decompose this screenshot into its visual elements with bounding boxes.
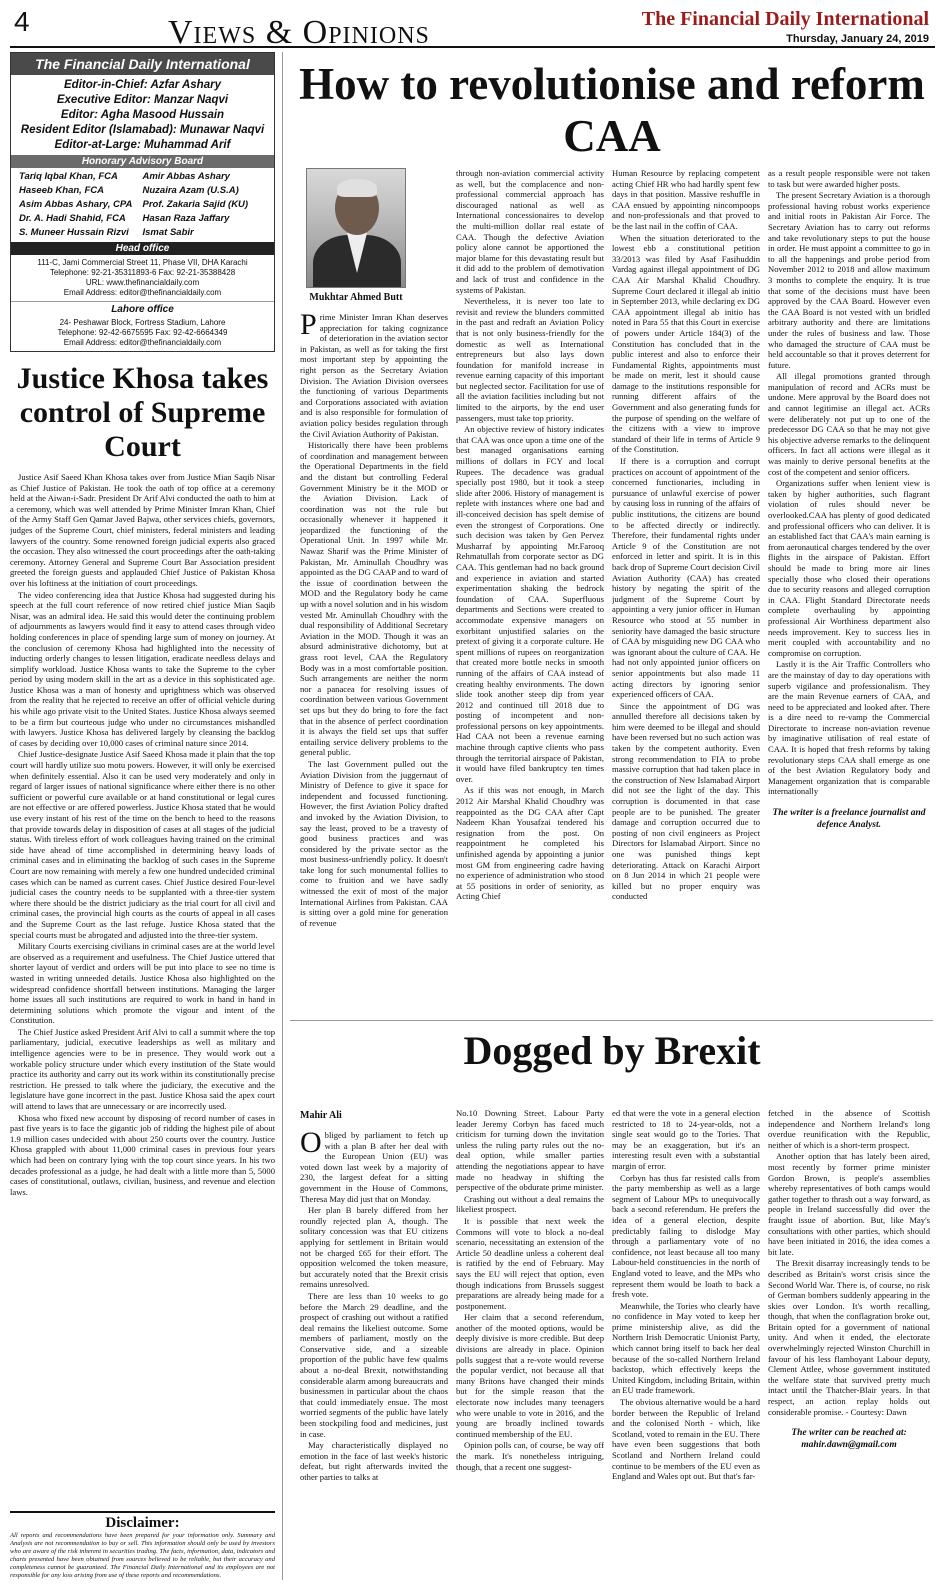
advisor-name: Dr. A. Hadi Shahid, FCA xyxy=(19,213,126,224)
article-column xyxy=(456,1108,604,1580)
article-paragraph: The Brexit disarray increasingly tends to be described as Britain's worst crisis since the Second World War. There is, of course, no risk of German bombers suddenly appearing in the skies over London. It's worth recalling, though, that when the conflagration broke out, Britain opted for a government of national unity. And when it ended, the electorate overwhelmingly rejected Winston Churchill in favour of his less flamboyant Labour deputy, Clement Attlee, whose government instituted the welfare state that survived pretty much intact until the Thatcher-Blair years. In that respect, an action replay holds out considerable promise. - Courtesy: Dawn xyxy=(768,1258,930,1417)
article-paragraph: No.10 Downing Street. Labour Party leader Jeremy Corbyn has faced much criticism for turning down the invitation unless the ruling party rules out the no-deal option, while smaller parties attending the negotiations appear to have made no headway in shifting the perspective of the obdurate prime minister. xyxy=(456,1108,604,1193)
paper-name: The Financial Daily International xyxy=(641,8,929,30)
article-divider xyxy=(290,1020,933,1021)
address-line: 24- Peshawar Block, Fortress Stadium, Lahore xyxy=(59,318,226,327)
article-paragraph: As if this was not enough, in March 2012 Air Marshal Khalid Choudhry was reappointed as the DG CAA after Capt Nadeem Khan Yousafzai tendered his resignation from the post. On reappointment he completed his unfinished agenda by appointing a junior most GM from engineering cadre having no experience of administration who stood at 55 positions in order of seniority, as Acting Chief xyxy=(456,785,604,902)
article-text: rime Minister Imran Khan deserves appreciation for taking cognizance of deterioration in the aviation sector in Pakistan, as well as for taking the first most important step by appointing the right person as the Secretary Aviation Division. The Aviation Division oversees the functioning of various Departments and Corporations associated with aviation and is also responsible for formulation of aviation policy besides regulation through the Civil Aviation Authority of Pakistan. xyxy=(300,312,448,439)
author-signoff: The writer is a freelance journalist and defence Analyst. xyxy=(772,808,926,831)
address-line: Telephone: 92-42-6675595 Fax: 92-42-6664349 xyxy=(57,328,228,337)
article-paragraph: ed that were the vote in a general election restricted to 18 to 24-year-olds, not a single seat would go to the Tories. That may be an exaggeration, but it's an interesting result even with a substantial margin of error. xyxy=(612,1108,760,1171)
author-byline: Mukhtar Ahmed Butt xyxy=(309,292,403,303)
header-rule xyxy=(10,46,935,48)
article-paragraph: Human Resource by replacing competent acting Chief HR who had hardly spent few days in that position. Massive reshuffle in CAA ensued by appointing nincompoops and non-professionals and that proved to be the last nail in the coffin of CAA. xyxy=(612,168,760,231)
editor-line: Executive Editor: Manzar Naqvi xyxy=(56,94,229,106)
address-line: Telephone: 92-21-35311893-6 Fax: 92-21-35388428 xyxy=(49,268,236,277)
drop-cap: O xyxy=(300,1130,322,1159)
advisor-name: Asim Abbas Ashary, CPA xyxy=(19,199,133,210)
article-paragraph: The last Government pulled out the Aviation Division from the juggernaut of Ministry of Defence to give it space for independent and focussed functioning. However, the first Aviation Policy drafted and invoked by the Aviation Division, to say the least, proved to be a travesty of good business practices and was considered by the private sector as the most business-unfriendly policy. It doesn't take long for such monumental follies to come to fruition and we have sadly witnessed the exit of most of the major International Airlines from Pakistan. CAA is sitting over a gold mine for generation of revenue xyxy=(300,758,448,928)
editor-line: Editor-at-Large: Muhammad Arif xyxy=(54,139,231,151)
article-paragraph xyxy=(300,1130,448,1204)
disclaimer xyxy=(10,1511,275,1580)
article-column xyxy=(456,168,604,1012)
board-editors xyxy=(11,75,274,155)
advisor-name: Tariq Iqbal Khan, FCA xyxy=(19,171,118,182)
editorial-board xyxy=(10,52,275,352)
board-title: The Financial Daily International xyxy=(11,53,274,75)
article-paragraph: fetched in the absence of Scottish independence and Northern Ireland's long overdue reunification with the Republic, neither of which is a short-term prospect. xyxy=(768,1108,930,1150)
left-column xyxy=(10,52,275,1580)
article-paragraph: Lastly it is the Air Traffic Controllers who are the mainstay of day to day operations with superb vigilance and professionalism. They are the main Revenue earners of CAA, and need to be appreciated and looked after. There is a dire need to re-vamp the Commercial Directorate to increase non-aviation revenue by imaginative utilisation of real estate of CAA. It is hoped that fresh reforms by taking revolutionary steps CAA shall emerge as one of the best Aviation Regulatory body and Management organization that is comparable internationally xyxy=(768,659,930,797)
drop-cap: P xyxy=(300,312,317,341)
article-paragraph: An objective review of history indicates that CAA was once upon a time one of the best managed organisations earning millions of dollars in FCY and local Rupees. The decadence was gradual specially post 1980, but it took a steep slide after 2006. History of management is replete with instances where one bad and ill-conceived decision has spelt demise of even the strongest of Corporations. One such decision was taken by Gen Pervez Musharraf by appointing Mr.Farooq Rehmatullah from corporate sector as DG CAA. This gentleman had no back ground and experience in aviation and started experimentation shaking the bedrock foundation of CAA. Superfluous departments and Sections were created to accommodate expensive managers on exorbitant unjustified salaries on the pretext of giving it a corporate culture. He spent millions of rupees on reorganization that created more bottle necks in smooth running of the affairs of CAA instead of creating healthy environments. The down slide took another steep dip from year 2012 and continued till 2018 due to posting of incompetent and non-professional persons on key appointments. Had CAA not been a revenue earning machine through captive clients who pass through the territorial airspace of Pakistan, it would have filed bankruptcy ten times over. xyxy=(456,424,604,784)
disclaimer-title: Disclaimer: xyxy=(105,1515,180,1531)
author-byline: Mahir Ali xyxy=(300,1110,342,1121)
article-paragraph: May characteristically displayed no emotion in the face of last week's historic defeat, but right afterwards invited the other parties to talks at xyxy=(300,1440,448,1482)
section-title: Views & Opinions xyxy=(168,14,430,51)
article-column xyxy=(300,312,448,1012)
article-paragraph: Corbyn has thus far resisted calls from the party membership as well as a large segment of Labour MPs to unequivocally back a second referendum. He prefers the idea of a general election, despite predictably failing to dislodge May through a parliamentary vote of no confidence, not least because all too many Labour-held constituencies in the north of England voted to leave, and the MPs who represent them would be loath to back a fresh vote. xyxy=(612,1172,760,1300)
head-office-title: Head office xyxy=(11,242,274,255)
article-paragraph: Historically there have been problems of coordination and management between the Operational Departments in the field and the distant but controlling Federal Government Ministry be it the MOD or the Aviation Division. Lack of coordination was not the rule but occasionally whenever it happened it jeopardized the functioning of the Operational Unit. In 1997 while Mr. Nawaz Sharif was the Prime Minister of Pakistan, Mr. Aminullah Choudhry was appointed as the DG CAAP and to ward of the issue of coordination between the MOD and the Regulatory body he came up with a novel solution and in his wisdom vested Mr. Aminullah Choudhry with the dual responsibility of Additional Secretary Aviation in the MOD. Though it was an absurd administrative dichotomy, but at grass root level, CAA the Regulatory Body was in a most comfortable position. Such arrangements are neither the norm nor a panacea for resolving issues of coordination between various Government set ups but they do bring to fore the fact that in the absence of perfect coordination it is always the field set ups that suffer entailing service delivery problems to the general public. xyxy=(300,440,448,758)
article-paragraph: Her claim that a second referendum, another of the mooted options, would be deeply divisive is more credible. But deep divisions are already in place. Opinion polls suggest that a re-vote would reverse the popular verdict, not because all that many Britons have changed their minds but for the simple reason that the electorate now includes many teenagers who were unable to vote in 2016, and the young are broadly inclined towards continued membership of the EU. xyxy=(456,1312,604,1439)
article-paragraph xyxy=(300,312,448,439)
issue-date: Thursday, January 24, 2019 xyxy=(786,33,929,45)
article-headline: How to revolutionise and reform CAA xyxy=(299,59,925,161)
head-office-address xyxy=(11,255,274,301)
advisor-name: Amir Abbas Ashary xyxy=(142,171,230,182)
article-paragraph: The Chief Justice asked President Arif Alvi to call a summit where the top parliamentary, judicial, executive leaderships as well as military and intelligence agencies were to be in presence. They would work out a workable policy structure under which every institution of the State would practice its authority and carry out its work within its constitutionally precise restriction. He pressed to talk where the judiciary, the executive and the legislature have gone incorrect in the past. Justice Khosa said the apex court will attend to laws that are unnecessary or are incorrectly used. xyxy=(10,1026,275,1112)
advisor-name: Hasan Raza Jaffary xyxy=(142,213,230,224)
lahore-office-title: Lahore office xyxy=(11,301,274,315)
article-paragraph: The video conferencing idea that Justice Khosa had suggested during his speech at the full court reference of now retired chief justice Mian Saqib Nisar, was an admiral idea. He said this would deter the continuing problem of adjournments as lawyers would find it easy to attend cases through video holding conferences in place of spending large sum of money on journey. At the conclusion of ceremony Khosa had highlighted into the necessity of inducting orderly changes to lessen litigation, eradicate needless delays and simplify workload. Justice Khosa wants to take the Supreme to the cyber period by using modern skill in the art as a device in this sophisticated age. Justice Khosa was a man of honesty and uprightness which was observed from the reality that he rejected to receive an offer of official vehicle during his while ago private visit to the United States. Justice Khosa always seemed to be a firm but courteous judge who under no circumstances mishandled with lawyers. Justice Khosa has delivered largely by cleansing the backlog of cases by deciding over 10,000 cases of criminal nature since 2014. xyxy=(10,589,275,748)
article-paragraph: Crashing out without a deal remains the likeliest prospect. xyxy=(456,1193,604,1215)
article-paragraph: All illegal promotions granted through manipulation of record and ACRs must be undone. Mere approval by the Board does not and cannot legitimise an illegal act. ACRs were deliberately not put up to one of the predecessor DG CAA so that he may not give his objective adverse remarks to the delinquent officers. In fact all actions were illegal as it was mainly to derive personal benefits at the cost of the competent and senior officers. xyxy=(768,371,930,477)
article-column xyxy=(768,168,930,1012)
editor-line: Resident Editor (Islamabad): Munawar Naqvi xyxy=(20,124,265,136)
article-paragraph: Since the appointment of DG was annulled therefore all decisions taken by him were deemed to be illegal and should have been reversed but no such action was taken by the competent authority. Even strong recommendation to FIA to probe massive corruption that had taken place in the construction of New Islamabad Airport did not see the light of the day. This corruption is documented in that case people are to be punished. The greater damage and corruption occurred due to posting of non civil engineers as Project Directors for Islamabad Airport. Since no one was punished things kept deteriorating. Attack on Karachi Airport on 8 Jun 2014 in which 21 people were killed but no proper enquiry was conducted xyxy=(612,700,760,902)
address-line: Email Address: editor@thefinancialdaily.com xyxy=(63,288,222,297)
advisor-name: S. Muneer Hussain Rizvi xyxy=(19,227,129,238)
article-paragraph: It is possible that next week the Commons will vote to block a no-deal scenario, necessitating an extension of the Article 50 deadline unless a coherent deal is ratified by the end of February. May says the EU will reject that option, even though indications from Brussels suggest preparations are already being made for a postponement. xyxy=(456,1215,604,1311)
address-line: Email Address: editor@thefinancialdaily.com xyxy=(63,338,222,347)
article-paragraph: Chief Justice-designate Justice Asif Saeed Khosa made it plain that the top court will hardly utilize suo motu powers. However, it will only be exercised when definitely essential. Also it can be used very moderately and only in regard of larger issues of national significance where either there is no other sufficient or powerful cure available or at hand constitutional or legal cures are not effective or are offered powerless. Justice Khosa stated that he would use every instant of his rest of the time on the bench to heed to the reasons that provide towards delay in disposition of cases at all stages of the judicial status. With tireless effort of work colleagues having trained on the criminal side have ahead of time accomplished in determining heavy loads of criminal cases and in eliminating the backlog of such cases in the Supreme Court are now remaining with merely a few one hundred undecided criminal cases which can be named as current cases. Chief Justice desired Four-level judicial cases the country needs to be supplanted with a three-tier system where there should be the district judiciary as the trial court for all civil and criminal cases, the provincial high courts as the courts of appeal in all cases and the Supreme Court as the last refuge. Justice Khosa stated that the special courts must be abrogated and adjusted into the three-tier system. xyxy=(10,749,275,940)
article-paragraph: If there is a corruption and corrupt practices on account of appointment of the concerned functionaries, including in pursuance of unlawful exercise of power by causing loss in running of the affairs of public institutions, the citizens are bound to be affected directly or indirectly. Therefore, their fundamental rights under Article 9 of the Constitution are not enforced in letter and spirit. It is in this back drop of Supreme Court decision Civil Aviation Authority (CAA) has created history by negating the spirit of the judgment of the Supreme Court by appointing a very junior officer in Human Resource who stood at 55 number in seniority have damaged the basic structure of CAA by misguiding new DG CAA who was ignorant about the culture of CAA. He had not only appointed junior officers on senior appointments but also made 11 acting directors by ignoring senior experienced officers of CAA. xyxy=(612,456,760,700)
article-paragraph: Meanwhile, the Tories who clearly have no confidence in May voted to keep her prime ministership alive, as did the Northern Irish Democratic Unionist Party, which cannot bring itself to back her deal because of the so-called Northern Ireland backstop, which effectively keeps the United Kingdom, including Britain, within an EU trade framework. xyxy=(612,1300,760,1396)
author-photo-block xyxy=(300,168,412,303)
article-paragraph: Military Courts exercising civilians in criminal cases are at the world level are observed as a requirement and usefulness. The Chief Justice uttered that shorter layout of verdict and orders will be put into place to see no time is wasted in writing unneeded details. Justice Khosa also highlighted on the widespread confidence shortfall between institutions. Managing the larger home issues all such institutions are required to work in hand in hand in determining solutions which promote the vigour and intent of the Constitution. xyxy=(10,941,275,1026)
article-paragraph: Another option that has lately been aired, most recently by former prime minister Gordon Brown, is people's assemblies whereby representatives of both camps would gather together to thrash out a way forward, as people in Ireland successfully did over the fraught issue of abortion. But, like May's consultations with other parties, which should have been initiated in 2016, the idea comes a bit late. xyxy=(768,1151,930,1257)
article-paragraph: The present Secretary Aviation is a thorough professional having robust works experience and initial roots in Pakistan Air Force. The Secretary Aviation has to carry out reforms and take revolutionary steps to put the house in order. He must appoint a committee to go in to all the happenings and probe period from November 2012 to 2018 and allow maximum 3 months to complete the enquiry. It is true that some of the decisions must have been approved by the CAA Board. However even the CAA Board is not vested with un bridled arbitrary authority and there are limitations under the rules of business and law. Those who damaged the structure of CAA must be held accountable so that it proves deterrent for future. xyxy=(768,190,930,370)
column-divider xyxy=(282,52,283,1580)
article-column xyxy=(612,1108,760,1580)
article-paragraph: Organizations suffer when lenient view is taken by higher authorities, such flagrant violation of rules should never be overlooked.CAA has plenty of good dedicated and professional officers who can deliver. It is an established fact that CAA's main earning is from aeronautical charges tendered by the over flights in the airspace of Pakistan. Effort should be made to bring more air lines specially those who closed their operations due to security reasons and alleged corruption in CAA. Flight Standard Directorate needs complete overhauling by appointing professional Air Worthiness department also needs improvement. Key to success lies in merit coupled with accountability and no compromise on corruption. xyxy=(768,478,930,658)
advisor-name: Haseeb Khan, FCA xyxy=(19,185,104,196)
article-paragraph: Justice Asif Saeed Khan Khosa takes over from Justice Mian Saqib Nisar as Chief Justice of Pakistan. He took the oath of top office at a ceremony held at the Aiwan-i-Sadr. President Dr Arif Alvi conducted the oath to him at a ceremony, which was well attended by Prime Minister Imran Khan, Chief of the Army Staff Gen Qamar Javed Bajwa, other services chiefs, governors, judges of the Supreme Court, chief ministers, federal ministers and leading lawyers of the country. Some renowned foreign judicial experts also graced the occasion. They also witnessed the court proceedings after the oath-taking ceremony. Attorney General and Supreme Court Bar Association president greeted the foreign guests and applauded Chief Justice of Pakistan Khosa over his loftiness at the initiation of court proceedings. xyxy=(10,472,275,588)
article-text: bliged by parliament to fetch up with a plan B after her deal with the European Union (EU) was voted down last week by a majority of 230, the largest defeat for a sitting government in the House of Commons, Theresa May did just that on Monday. xyxy=(300,1130,448,1204)
article-paragraph: There are less than 10 weeks to go before the March 29 deadline, and the prospect of crashing out without a ratified deal remains the likeliest outcome. Some members of parliament, mostly on the Conservative side, and a sizeable proportion of the public have few qualms about a no-deal Brexit, notwithstanding considerable alarm among bureaucrats and businessmen in particular about the chaos that could immediately ensue. The most worried segments of the public have lately been stockpiling food and medicines, just in case. xyxy=(300,1290,448,1439)
disclaimer-text: All reports and recommendations have been prepared for your information only. Summary and Analysis are not recommendation to buy or sell. This information should only be used by investors who are aware of the risk inherent in securities trading. The facts, information, data, indicators and charts presented have been obtained from sources believed to be reliable, but their accuracy and completeness cannot be guaranteed. The Financial Daily International and its employees are not responsible for any loss arising from use of these reports and recommendations. xyxy=(10,1532,275,1579)
article-column xyxy=(300,1130,448,1580)
article-headline: Dogged by Brexit xyxy=(463,1028,761,1073)
advisory-board-title: Honorary Advisory Board xyxy=(11,155,274,168)
article-paragraph: Khosa who fixed new account by disposing of record number of cases in past five years is to face the gigantic job of ridding the highest pile of about 1.9 million cases undecided with about 250 courts over the country. Justice Khosa grappled with about 11,000 criminal cases in previous four years which had been on contrary lying with the top court since years. In his two decades professional as a judge, he had dealt with a little more than 5, 5000 cases of constitutional, outlaws, civilian, business, and revenue and election laws. xyxy=(10,1112,275,1197)
advisor-name: Prof. Zakaria Sajid (KU) xyxy=(142,199,249,210)
article-paragraph: Opinion polls can, of course, be way off the mark. It's nonetheless intriguing, though, that a recent one suggest- xyxy=(456,1440,604,1472)
author-signoff: The writer can be reached at: mahir.dawn@gmail.com xyxy=(791,1428,907,1451)
article-column xyxy=(612,168,760,1012)
article-paragraph: Her plan B barely differed from her roundly rejected plan A, though. The solitary concession was that EU citizens applying for settlement in Britain would not be charged £65 for their effort. The opposition welcomed the token measure, but accurately noted that the Brexit crisis remains unresolved. xyxy=(300,1205,448,1290)
advisory-board-list xyxy=(11,168,274,242)
article-paragraph: as a result people responsible were not taken to task but were awarded higher posts. xyxy=(768,168,930,189)
article-body xyxy=(10,472,275,1512)
address-line: URL: www.thefinancialdaily.com xyxy=(85,278,200,287)
address-line: 111-C, Jami Commercial Street 11, Phase VII, DHA Karachi xyxy=(37,258,248,267)
article-paragraph: The obvious alternative would be a hard border between the Republic of Ireland and the colonised North - which, like Scotland, voted to remain in the EU. There have even been suggestions that both Scotland and Northern Ireland could continue to be members of the EU even as England and Wales opt out. But that's far- xyxy=(612,1397,760,1482)
author-photo xyxy=(306,168,406,288)
lahore-office-address xyxy=(11,315,274,351)
article-headline: Justice Khosa takes control of Supreme Court xyxy=(16,362,269,463)
advisor-name: Nuzaira Azam (U.S.A) xyxy=(142,185,239,196)
article-paragraph: Nevertheless, it is never too late to revisit and review the blunders committed in the past and redraft an Aviation Policy that is not only business-friendly for the domestic as well as International entrepreneurs but also lays down foundation for manifold increase in revenue earning capacity of this important but neglected sector. Facilitation for use of all the aviation facilities including but not limited to the airports, by the end user passengers, must take top priority. xyxy=(456,296,604,423)
editor-line: Editor: Agha Masood Hussain xyxy=(60,109,225,121)
article-paragraph: through non-aviation commercial activity as well, but the complacence and non-professional commercial approach has discouraged national as well as International concessionaires to develop the multi-million dollar real estate of CAA. Though the defective Aviation policy alone cannot be apportioned the major blame for this devastating result but it did add to the problem of demotivation and lack of trust and confidence in the systems of Pakistan. xyxy=(456,168,604,295)
article-column xyxy=(768,1108,930,1580)
masthead xyxy=(642,8,929,45)
page-number: 4 xyxy=(14,6,30,37)
article-paragraph: When the situation deteriorated to the lowest ebb a constitutional petition 33/2013 was filed by Asaf Fasihuddin Vardag against illegal appointment of DG CAA Air Marshal Khalid Choudhry. Supreme Court declared it illegal ab initio in September 2013, while declaring ex DG CAA appointment illegal ab initio has noted in Para 55 that this Court in exercise of powers under Article 184(3) of the Constitution has concluded that in the public interest and also to enforce their Fundamental Rights, appointments must be made on merit, lest it should cause damage to the institutions responsible for running different affairs of the Government and also generating funds for the purpose of spending on the welfare of the citizens with a view to improve standard of their life in terms of Article 9 of the Constitution. xyxy=(612,232,760,455)
advisor-name: Ismat Sabir xyxy=(142,227,194,238)
editor-line: Editor-in-Chief: Azfar Ashary xyxy=(64,79,221,91)
